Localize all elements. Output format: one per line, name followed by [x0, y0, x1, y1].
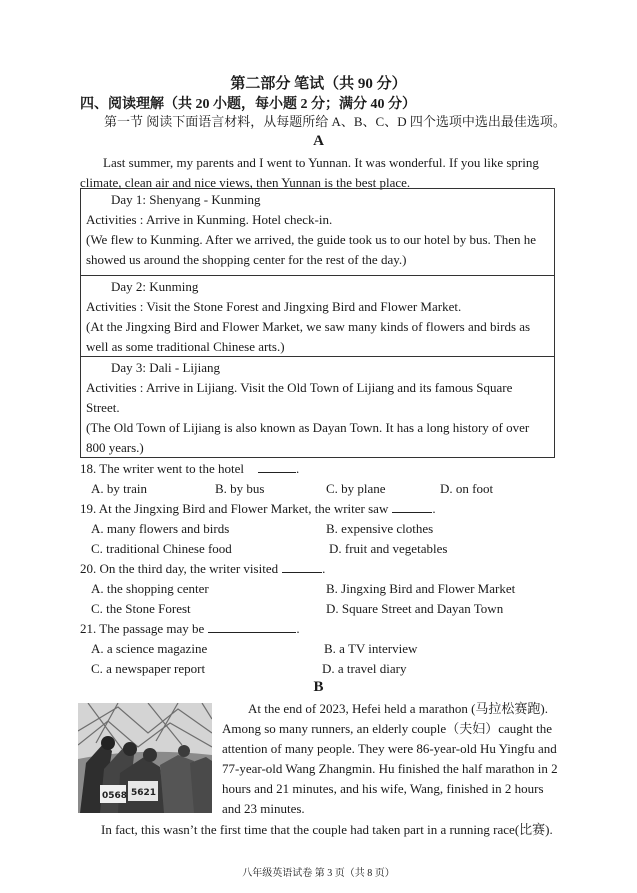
passage-b-line-6: and 23 minutes.	[222, 801, 305, 816]
day-detail: (At the Jingxing Bird and Flower Market, we saw many kinds of flowers and birds as	[86, 319, 531, 334]
option-d[interactable]: D. a travel diary	[322, 661, 407, 676]
option-c[interactable]: C. traditional Chinese food	[91, 541, 232, 556]
option-c[interactable]: C. by plane	[326, 481, 386, 496]
day-detail: 800 years.)	[86, 440, 144, 455]
passage-a-intro-line-2: climate, clean air and nice views, then Yunnan is the best place.	[80, 175, 411, 190]
option-b[interactable]: B. a TV interview	[324, 641, 418, 656]
day-detail: (We flew to Kunming. After we arrived, the guide took us to our hotel by bus. Then he	[86, 232, 537, 247]
option-c[interactable]: C. the Stone Forest	[91, 601, 191, 616]
passage-b-line-1: At the end of 2023, Hefei held a marathon (马拉松赛跑).	[248, 701, 549, 716]
day-title: Day 1: Shenyang - Kunming	[111, 192, 261, 207]
marathon-photo	[78, 703, 212, 813]
option-d[interactable]: D. fruit and vegetables	[329, 541, 448, 556]
day-title: Day 3: Dali - Lijiang	[111, 360, 221, 375]
option-a[interactable]: A. a science magazine	[91, 641, 208, 656]
question-stem: 19. At the Jingxing Bird and Flower Market, the writer saw	[80, 501, 389, 516]
bib-number: 5621	[131, 788, 157, 798]
question-stem: 18. The writer went to the hotel	[80, 461, 245, 476]
answer-blank	[392, 501, 432, 513]
question-tail: .	[322, 561, 326, 576]
passage-a-intro-line-1: Last summer, my parents and I went to Yunnan. It was wonderful. If you like spring	[103, 155, 539, 170]
question-tail: .	[432, 501, 436, 516]
question-tail: .	[296, 461, 300, 476]
day-detail: showed us around the shopping center for the rest of the day.)	[86, 252, 407, 267]
page-footer: 八年级英语试卷 第 3 页（共 8 页）	[242, 868, 395, 879]
day-activities: Activities : Arrive in Kunming. Hotel check-in.	[86, 212, 333, 227]
question-20	[80, 561, 325, 577]
answer-blank	[208, 621, 296, 633]
passage-b-letter: B	[313, 679, 324, 695]
day-detail: Street.	[86, 400, 120, 415]
question-stem: 20. On the third day, the writer visited	[80, 561, 279, 576]
question-18	[80, 461, 299, 477]
itinerary-day-2	[81, 275, 554, 354]
itinerary-day-3	[81, 356, 554, 455]
passage-a-letter: A	[313, 133, 324, 149]
question-stem: 21. The passage may be	[80, 621, 205, 636]
day-detail: (The Old Town of Lijiang is also known as Dayan Town. It has a long history of over	[86, 420, 530, 435]
passage-b-line-4: 77-year-old Wang Zhangmin. Hu finished the half marathon in 2	[222, 761, 558, 776]
passage-b-line-5: hours and 21 minutes, and his wife, Wang, finished in 2 hours	[222, 781, 544, 796]
question-19	[80, 501, 436, 517]
marathon-photo-image	[78, 703, 212, 813]
option-d[interactable]: D. Square Street and Dayan Town	[326, 601, 504, 616]
option-a[interactable]: A. by train	[91, 481, 147, 496]
option-b[interactable]: B. Jingxing Bird and Flower Market	[326, 581, 516, 596]
part-title: 第二部分 笔试（共 90 分）	[230, 76, 407, 92]
passage-b-line-2: Among so many runners, an elderly couple（夫妇）caught the	[222, 721, 552, 736]
option-d[interactable]: D. on foot	[440, 481, 494, 496]
day-activities: Activities : Visit the Stone Forest and Jingxing Bird and Flower Market.	[86, 299, 462, 314]
option-b[interactable]: B. expensive clothes	[326, 521, 434, 536]
itinerary-table	[80, 188, 555, 458]
option-a[interactable]: A. many flowers and birds	[91, 521, 230, 536]
option-a[interactable]: A. the shopping center	[91, 581, 209, 596]
instruction: 第一节 阅读下面语言材料，从每题所给 A、B、C、D 四个选项中选出最佳选项。	[104, 114, 566, 129]
day-detail: well as some traditional Chinese arts.)	[86, 339, 285, 354]
answer-blank	[282, 561, 322, 573]
question-tail: .	[296, 621, 300, 636]
section-title: 四、阅读理解（共 20 小题，每小题 2 分；满分 40 分）	[80, 97, 416, 112]
passage-b-line-3: attention of many people. They were 86-year-old Hu Yingfu and	[222, 741, 557, 756]
passage-b-last-line: In fact, this wasn’t the first time that the couple had taken part in a running race(比赛).	[101, 822, 553, 837]
answer-blank	[258, 461, 296, 473]
day-activities: Activities : Arrive in Lijiang. Visit the Old Town of Lijiang and its famous Square	[86, 380, 513, 395]
option-c[interactable]: C. a newspaper report	[91, 661, 206, 676]
bib-number: 0568	[102, 791, 128, 801]
option-b[interactable]: B. by bus	[215, 481, 265, 496]
day-title: Day 2: Kunming	[111, 279, 199, 294]
question-21	[80, 621, 300, 637]
